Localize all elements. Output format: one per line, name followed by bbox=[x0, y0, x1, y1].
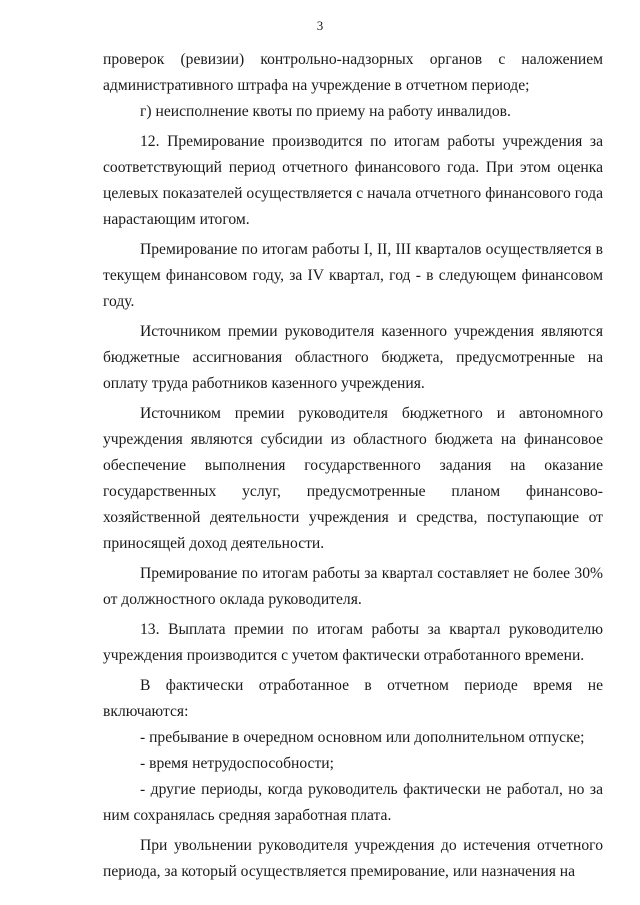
paragraph-section-12: 12. Премирование производится по итогам работы учреждения за соответствующий период отчетного финансового года. При этом оценка целевых показателей осуществляется с начала отчетного финансового года нарастающим итогом. bbox=[103, 133, 603, 228]
list-item-sick-leave: - время нетрудоспособности; bbox=[140, 755, 334, 772]
paragraph-budget-institution-source: Источником премии руководителя бюджетного и автономного учреждения являются субсидии из областного бюджета на финансовое обеспечение выполнения государственного задания на оказание государственных услуг, предусмотренные планом финансово-хозяйственной деятельности учреждения и средства, поступающие от приносящей доход деятельности. bbox=[103, 405, 603, 552]
list-item-vacation: - пребывание в очередном основном или дополнительном отпуске; bbox=[140, 729, 585, 746]
paragraph-disability-quota: г) неисполнение квоты по приему на работу инвалидов. bbox=[140, 103, 511, 120]
paragraph-section-13: 13. Выплата премии по итогам работы за квартал руководителю учреждения производится с учетом фактически отработанного времени. bbox=[103, 621, 603, 664]
list-item-other-periods: - другие периоды, когда руководитель фактически не работал, но за ним сохранялась средняя заработная плата. bbox=[103, 781, 603, 824]
paragraph-state-institution-source: Источником премии руководителя казенного учреждения являются бюджетные ассигнования областного бюджета, предусмотренные на оплату труда работников казенного учреждения. bbox=[103, 323, 603, 392]
paragraph-dismissal: При увольнении руководителя учреждения до истечения отчетного периода, за который осуществляется премирование, или назначения на bbox=[103, 837, 603, 880]
paragraph-excluded-time: В фактически отработанное в отчетном периоде время не включаются: bbox=[103, 677, 603, 720]
page-number: 3 bbox=[316, 18, 324, 33]
paragraph-bonus-limit: Премирование по итогам работы за квартал составляет не более 30% от должностного оклада руководителя. bbox=[103, 565, 603, 608]
document-body bbox=[103, 47, 603, 885]
paragraph-quarterly-bonus: Премирование по итогам работы I, II, III кварталов осуществляется в текущем финансовом году, за IV квартал, год - в следующем финансовом году. bbox=[103, 241, 603, 310]
paragraph-inspections-fine: проверок (ревизии) контрольно-надзорных органов с наложением административного штрафа на учреждение в отчетном периоде; bbox=[103, 51, 603, 94]
